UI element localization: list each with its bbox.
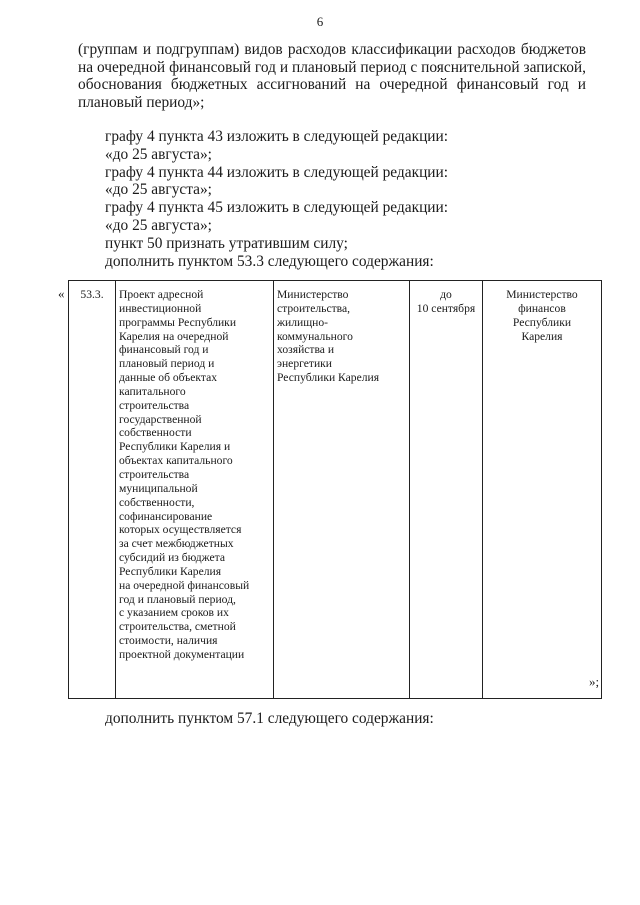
responsible-line: Республики Карелия <box>277 371 380 385</box>
description-line: которых осуществляется <box>119 523 242 537</box>
description-line: собственности <box>119 426 192 440</box>
responsible-line: хозяйства и <box>277 343 335 357</box>
recipient-line: Республики <box>512 315 572 329</box>
description-line: стоимости, наличия <box>119 634 218 648</box>
intro-line: плановый период»; <box>78 93 205 111</box>
description-line: муниципальной <box>119 481 198 495</box>
description-line: плановый период и <box>119 357 215 371</box>
description-line: строительства <box>119 467 190 481</box>
description-line: строительства, сметной <box>119 620 236 634</box>
description-line: проектной документации <box>119 647 245 661</box>
item-number: 53.3. <box>80 288 104 301</box>
description-line: собственности, <box>119 495 195 509</box>
deadline-line: 10 сентября <box>416 301 476 315</box>
description-line: инвестиционной <box>119 301 202 315</box>
item-number-cell <box>69 281 116 699</box>
recipient-line: финансов <box>518 301 566 315</box>
intro-paragraph <box>78 41 586 111</box>
description-line: субсидий из бюджета <box>119 551 226 565</box>
description-line: Республики Карелия и <box>119 440 231 454</box>
description-line: данные об объектах <box>119 371 218 385</box>
description-line: программы Республики <box>119 315 237 329</box>
deadline-line: до <box>440 288 452 301</box>
responsible-line: жилищно- <box>277 315 328 329</box>
recipient-cell <box>483 281 602 699</box>
amendment-line: графу 4 пункта 45 изложить в следующей редакции: <box>105 199 449 217</box>
description-line: Республики Карелия <box>119 564 222 578</box>
amendment-line: «до 25 августа»; <box>105 216 212 234</box>
table-row <box>69 281 602 699</box>
description-line: Карелия на очередной <box>119 329 229 343</box>
table <box>68 280 602 699</box>
inserted-item-table <box>68 280 602 699</box>
page-number: 6 <box>316 14 324 29</box>
amendment-line: «до 25 августа»; <box>105 145 212 163</box>
recipient-line: Министерство <box>506 288 578 301</box>
description-line: строительства <box>119 398 190 412</box>
responsible-line: строительства, <box>277 301 351 315</box>
amendments-list <box>105 128 448 270</box>
intro-line: обоснования бюджетных ассигнований на очередной финансовый год и <box>78 76 586 93</box>
description-line: финансовый год и <box>119 343 209 357</box>
amendment-line: «до 25 августа»; <box>105 181 212 199</box>
tail-text: дополнить пунктом 57.1 следующего содержания: <box>105 710 434 727</box>
responsible-cell <box>274 281 410 699</box>
description-line: на очередной финансовый <box>119 578 250 592</box>
quote-close: »; <box>589 674 600 689</box>
description-line: объектах капитального <box>119 454 233 468</box>
description-line: государственной <box>119 412 202 426</box>
deadline-cell <box>410 281 483 699</box>
quote-open: « <box>58 286 65 301</box>
description-line: Проект адресной <box>119 288 204 301</box>
amendment-line: пункт 50 признать утратившим силу; <box>105 234 348 252</box>
description-line: год и плановый период, <box>119 592 236 606</box>
description-line: за счет межбюджетных <box>119 537 234 551</box>
recipient-line: Карелия <box>521 329 563 343</box>
amendment-line: графу 4 пункта 43 изложить в следующей редакции: <box>105 128 449 145</box>
description-cell <box>116 281 274 699</box>
amendment-line: дополнить пунктом 53.3 следующего содержания: <box>105 252 434 270</box>
description-line: капитального <box>119 384 186 398</box>
description-line: софинансирование <box>119 509 213 523</box>
responsible-line: Министерство <box>277 288 349 301</box>
intro-line: (группам и подгруппам) видов расходов классификации расходов бюджетов <box>78 41 586 58</box>
responsible-line: коммунального <box>277 329 353 343</box>
intro-line: на очередной финансовый год и плановый период с пояснительной запиской, <box>78 58 586 76</box>
amendment-line: графу 4 пункта 44 изложить в следующей редакции: <box>105 163 449 181</box>
description-line: с указанием сроков их <box>119 606 229 620</box>
responsible-line: энергетики <box>277 357 332 371</box>
